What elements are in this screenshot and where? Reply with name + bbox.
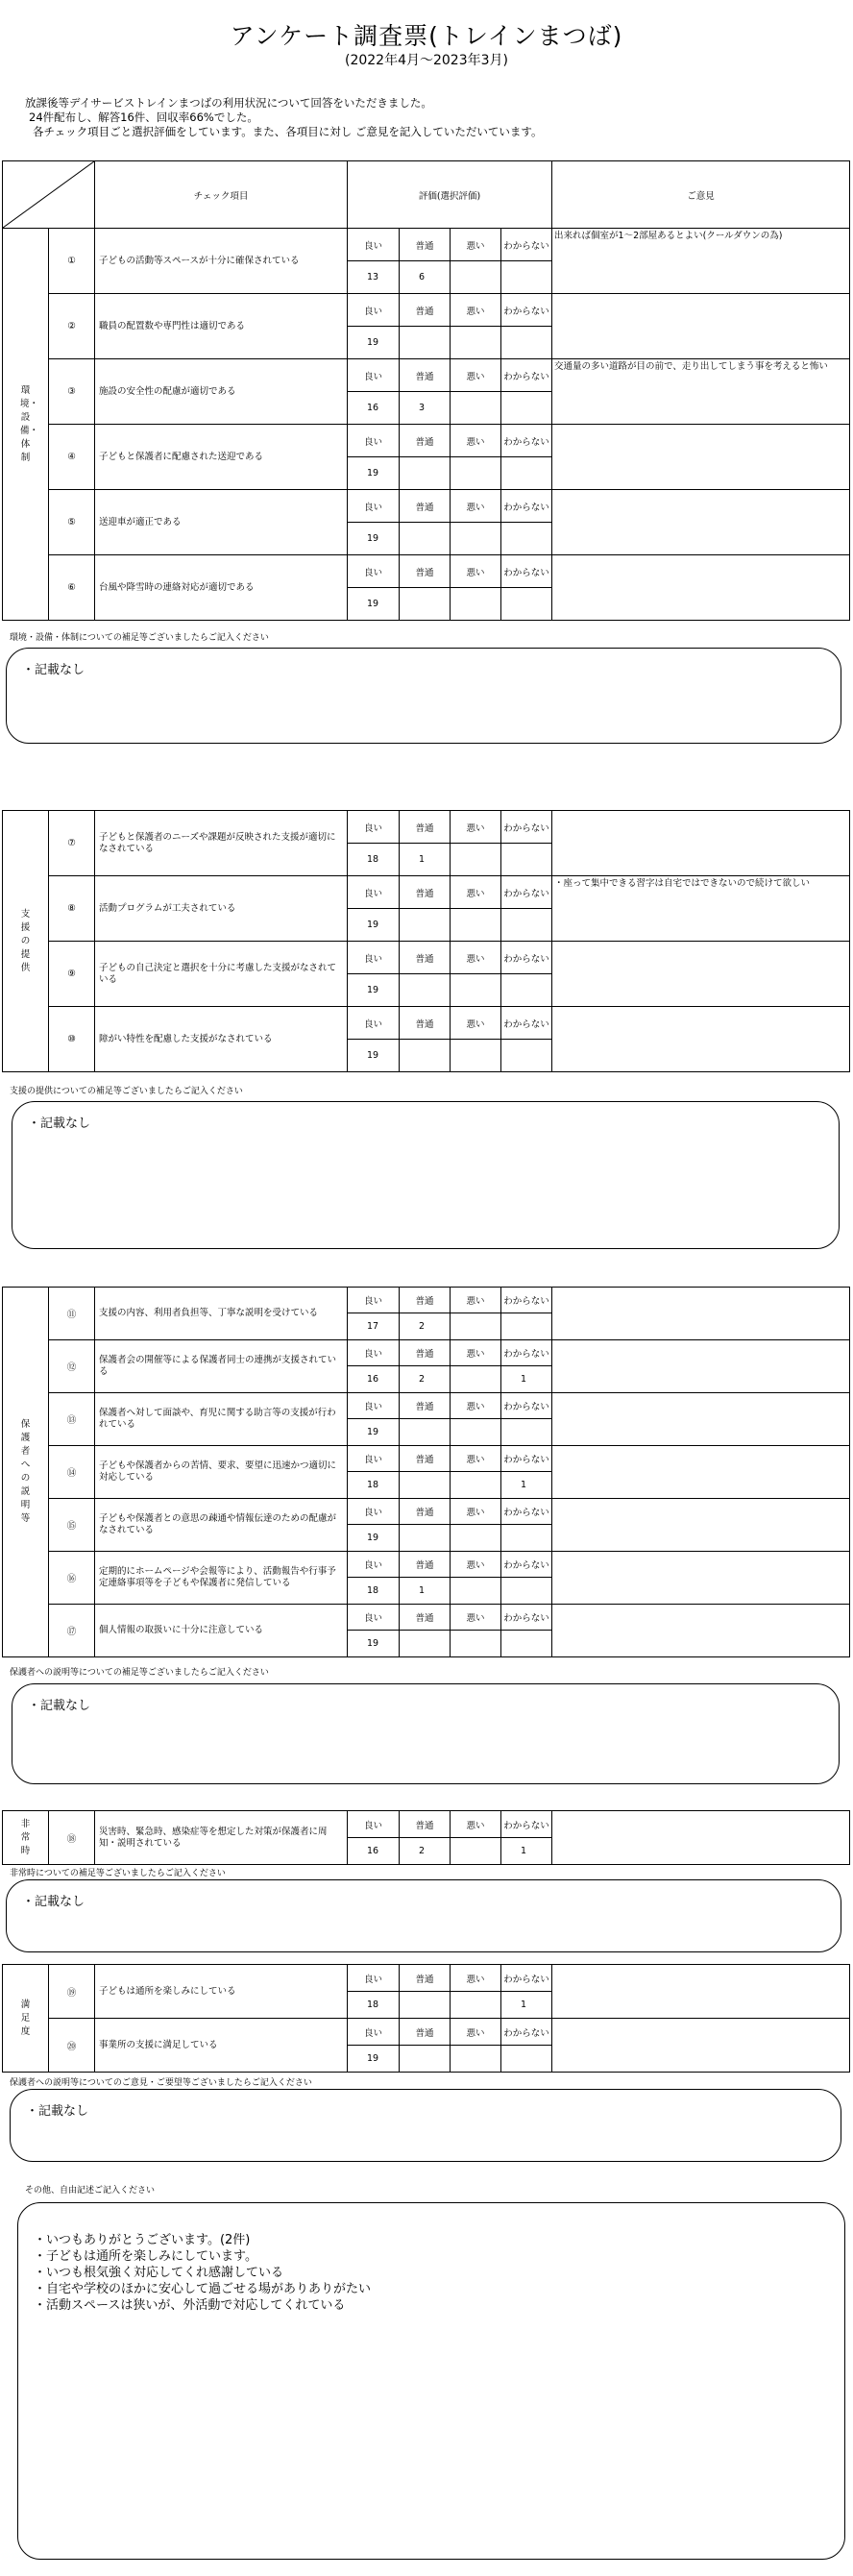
item-number: ⑤ — [49, 490, 95, 555]
opinion-cell — [552, 425, 850, 490]
rating-count: 19 — [348, 909, 400, 942]
header-opinion: ご意見 — [552, 161, 850, 229]
rating-count — [501, 844, 552, 876]
rating-label: 良い — [348, 229, 400, 261]
table-row — [3, 1393, 850, 1419]
rating-label: 普通 — [400, 1340, 451, 1366]
rating-label: わからない — [501, 811, 552, 844]
rating-label: 悪い — [451, 942, 501, 974]
table-row — [3, 490, 850, 523]
rating-count: 16 — [348, 1838, 400, 1865]
rating-count: 18 — [348, 1472, 400, 1499]
free-comment-line: ・活動スペースは狭いが、外活動で対応してくれている — [34, 2298, 346, 2313]
intro-line: 各チェック項目ごと選択評価をしています。また、各項目に対し ご意見を記入していただいています。 — [33, 125, 543, 138]
rating-count: 6 — [400, 261, 451, 294]
check-item-text: 災害時、緊急時、感染症等を想定した対策が保護者に周知・説明されている — [95, 1811, 348, 1865]
rating-label: 普通 — [400, 359, 451, 392]
rating-label: 悪い — [451, 1340, 501, 1366]
check-item-text: 子どもは通所を楽しみにしている — [95, 1965, 348, 2019]
item-number: ⑭ — [49, 1446, 95, 1499]
rating-label: 普通 — [400, 490, 451, 523]
item-number: ⑲ — [49, 1965, 95, 2019]
rating-count — [451, 1525, 501, 1552]
rating-count — [501, 909, 552, 942]
opinion-cell — [552, 1552, 850, 1605]
note-text: ・記載なし — [26, 2104, 89, 2119]
opinion-cell — [552, 490, 850, 555]
rating-label: わからない — [501, 555, 552, 588]
survey-table — [2, 1287, 850, 1657]
rating-label: 普通 — [400, 229, 451, 261]
rating-count: 1 — [400, 844, 451, 876]
rating-label: わからない — [501, 1499, 552, 1525]
opinion-cell — [552, 555, 850, 621]
rating-count — [451, 1578, 501, 1605]
rating-label: 悪い — [451, 2019, 501, 2046]
rating-count — [501, 392, 552, 425]
rating-count — [501, 2046, 552, 2073]
header-diagonal-cell — [3, 161, 95, 229]
section-note-box — [10, 2089, 841, 2162]
table-header-row — [3, 161, 850, 229]
rating-label: わからない — [501, 1288, 552, 1313]
rating-label: 悪い — [451, 1446, 501, 1472]
rating-label: 普通 — [400, 1499, 451, 1525]
rating-label: 普通 — [400, 1605, 451, 1631]
rating-label: 良い — [348, 294, 400, 327]
opinion-cell — [552, 942, 850, 1007]
rating-count: 2 — [400, 1838, 451, 1865]
rating-count — [451, 1313, 501, 1340]
header-check-item: チェック項目 — [95, 161, 348, 229]
rating-count — [501, 1578, 552, 1605]
rating-label: わからない — [501, 1811, 552, 1838]
rating-label: 悪い — [451, 490, 501, 523]
table-row — [3, 1446, 850, 1472]
opinion-cell — [552, 1007, 850, 1072]
opinion-cell — [552, 1965, 850, 2019]
rating-label: わからない — [501, 359, 552, 392]
table-row — [3, 876, 850, 909]
rating-count: 19 — [348, 327, 400, 359]
rating-count — [501, 1040, 552, 1072]
check-item-text: 子どもや保護者との意思の疎通や情報伝達のための配慮がなされている — [95, 1499, 348, 1552]
rating-count: 19 — [348, 1631, 400, 1657]
table-row — [3, 1007, 850, 1040]
category-label: 非常時 — [20, 1818, 31, 1856]
rating-count: 19 — [348, 523, 400, 555]
rating-count: 19 — [348, 1525, 400, 1552]
table-row — [3, 1552, 850, 1578]
rating-count — [400, 327, 451, 359]
rating-count: 1 — [501, 1992, 552, 2019]
check-item-text: 台風や降雪時の連絡対応が適切である — [95, 555, 348, 621]
note-text: ・記載なし — [28, 1699, 91, 1713]
category-cell — [3, 1288, 49, 1657]
section-note-label: 環境・設備・体制についての補足等ございましたらご記入ください — [10, 633, 269, 643]
rating-label: 普通 — [400, 942, 451, 974]
rating-count: 16 — [348, 392, 400, 425]
rating-label: 悪い — [451, 811, 501, 844]
section-note-box — [6, 648, 841, 744]
item-number: ⑧ — [49, 876, 95, 942]
rating-label: 悪い — [451, 359, 501, 392]
opinion-cell — [552, 294, 850, 359]
rating-label: わからない — [501, 1446, 552, 1472]
rating-count — [501, 457, 552, 490]
table-row — [3, 359, 850, 392]
item-number: ⑱ — [49, 1811, 95, 1865]
intro-line: 放課後等デイサービストレインまつばの利用状況について回答をいただきました。 — [25, 96, 432, 110]
rating-count — [451, 1992, 501, 2019]
rating-label: 普通 — [400, 1393, 451, 1419]
rating-label: 良い — [348, 1605, 400, 1631]
table-row — [3, 1811, 850, 1838]
rating-count — [501, 261, 552, 294]
rating-label: 悪い — [451, 1499, 501, 1525]
free-comment-label: その他、自由記述ご記入ください — [25, 2186, 156, 2196]
rating-label: 良い — [348, 1811, 400, 1838]
table-row — [3, 229, 850, 261]
free-comment-line: ・いつも根気強く対応してくれ感謝している — [34, 2266, 284, 2280]
rating-count: 19 — [348, 1419, 400, 1446]
table-row — [3, 1288, 850, 1313]
rating-label: 悪い — [451, 425, 501, 457]
table-row — [3, 1605, 850, 1631]
rating-label: 良い — [348, 1340, 400, 1366]
section-note-box — [12, 1101, 840, 1249]
rating-count — [400, 974, 451, 1007]
rating-label: 悪い — [451, 555, 501, 588]
rating-label: 悪い — [451, 1811, 501, 1838]
rating-count: 1 — [501, 1838, 552, 1865]
rating-count: 1 — [501, 1472, 552, 1499]
item-number: ⑬ — [49, 1393, 95, 1446]
table-row — [3, 1499, 850, 1525]
item-number: ⑳ — [49, 2019, 95, 2073]
rating-count — [400, 1631, 451, 1657]
table-row — [3, 555, 850, 588]
opinion-cell: ・座って集中できる習字は自宅ではできないので続けて欲しい — [552, 876, 850, 942]
rating-label: 普通 — [400, 2019, 451, 2046]
rating-count — [400, 909, 451, 942]
rating-label: 悪い — [451, 1965, 501, 1992]
check-item-text: 子どもや保護者からの苦情、要求、要望に迅速かつ適切に対応している — [95, 1446, 348, 1499]
check-item-text: 送迎車が適正である — [95, 490, 348, 555]
opinion-cell — [552, 1393, 850, 1446]
rating-count — [400, 1525, 451, 1552]
opinion-cell — [552, 1446, 850, 1499]
header-rating: 評価(選択評価) — [348, 161, 552, 229]
rating-count — [501, 523, 552, 555]
free-comment-line: ・自宅や学校のほかに安心して過ごせる場がありありがたい — [34, 2282, 372, 2296]
section-note-box — [6, 1879, 841, 1952]
note-text: ・記載なし — [22, 1895, 85, 1909]
rating-label: 良い — [348, 1552, 400, 1578]
rating-count: 18 — [348, 844, 400, 876]
section-note-box — [12, 1683, 840, 1784]
free-comment-line: ・いつもありがとうございます。(2件) — [34, 2233, 251, 2247]
opinion-cell — [552, 1340, 850, 1393]
note-text: ・記載なし — [28, 1116, 91, 1131]
rating-count — [451, 1838, 501, 1865]
rating-count — [451, 327, 501, 359]
rating-label: 普通 — [400, 811, 451, 844]
rating-label: 悪い — [451, 876, 501, 909]
check-item-text: 事業所の支援に満足している — [95, 2019, 348, 2073]
category-cell — [3, 1965, 49, 2073]
rating-label: 悪い — [451, 1007, 501, 1040]
rating-count: 2 — [400, 1366, 451, 1393]
category-cell — [3, 811, 49, 1072]
rating-count — [400, 1419, 451, 1446]
item-number: ⑪ — [49, 1288, 95, 1340]
rating-label: 良い — [348, 1393, 400, 1419]
rating-count — [501, 1525, 552, 1552]
rating-label: わからない — [501, 294, 552, 327]
rating-label: 良い — [348, 1007, 400, 1040]
rating-count — [400, 1992, 451, 2019]
rating-count — [451, 909, 501, 942]
rating-count — [501, 1419, 552, 1446]
rating-label: 良い — [348, 555, 400, 588]
category-label: 支援の提供 — [20, 908, 31, 973]
rating-label: 普通 — [400, 294, 451, 327]
category-cell — [3, 229, 49, 621]
rating-count: 1 — [501, 1366, 552, 1393]
rating-count: 3 — [400, 392, 451, 425]
check-item-text: 施設の安全性の配慮が適切である — [95, 359, 348, 425]
item-number: ④ — [49, 425, 95, 490]
opinion-cell — [552, 1605, 850, 1657]
survey-table — [2, 810, 850, 1072]
rating-count — [501, 1313, 552, 1340]
rating-label: 良い — [348, 1965, 400, 1992]
free-comment-box — [17, 2202, 845, 2560]
rating-label: 悪い — [451, 1288, 501, 1313]
survey-table — [2, 160, 850, 621]
table-row — [3, 2019, 850, 2046]
rating-label: わからない — [501, 1605, 552, 1631]
rating-count — [400, 1040, 451, 1072]
rating-count — [451, 392, 501, 425]
item-number: ⑮ — [49, 1499, 95, 1552]
rating-label: 良い — [348, 425, 400, 457]
category-label: 満足度 — [20, 1999, 31, 2037]
table-row — [3, 1965, 850, 1992]
table-row — [3, 294, 850, 327]
rating-count: 19 — [348, 588, 400, 621]
check-item-text: 保護者へ対して面談や、育児に関する助言等の支援が行われている — [95, 1393, 348, 1446]
survey-table — [2, 1810, 850, 1865]
rating-count — [451, 523, 501, 555]
rating-count — [400, 2046, 451, 2073]
item-number: ⑯ — [49, 1552, 95, 1605]
rating-label: 普通 — [400, 425, 451, 457]
rating-label: 良い — [348, 1499, 400, 1525]
rating-label: 悪い — [451, 229, 501, 261]
category-label: 環境・設備・体制 — [20, 384, 39, 463]
rating-label: 悪い — [451, 294, 501, 327]
check-item-text: 保護者会の開催等による保護者同士の連携が支援されている — [95, 1340, 348, 1393]
rating-label: 良い — [348, 2019, 400, 2046]
rating-label: 良い — [348, 1288, 400, 1313]
rating-count — [451, 974, 501, 1007]
section-note-label: 支援の提供についての補足等ございましたらご記入ください — [10, 1087, 243, 1096]
opinion-cell — [552, 2019, 850, 2073]
check-item-text: 障がい特性を配慮した支援がなされている — [95, 1007, 348, 1072]
rating-label: 悪い — [451, 1605, 501, 1631]
rating-count — [400, 457, 451, 490]
rating-count — [451, 1419, 501, 1446]
survey-period: (2022年4月〜2023年3月) — [345, 53, 508, 68]
rating-label: 普通 — [400, 1811, 451, 1838]
item-number: ⑩ — [49, 1007, 95, 1072]
rating-label: 普通 — [400, 1552, 451, 1578]
rating-label: 良い — [348, 811, 400, 844]
table-row — [3, 942, 850, 974]
rating-label: 普通 — [400, 1965, 451, 1992]
check-item-text: 個人情報の取扱いに十分に注意している — [95, 1605, 348, 1657]
rating-label: 普通 — [400, 1288, 451, 1313]
item-number: ① — [49, 229, 95, 294]
rating-count — [501, 588, 552, 621]
opinion-cell — [552, 811, 850, 876]
item-number: ⑨ — [49, 942, 95, 1007]
rating-label: わからない — [501, 942, 552, 974]
rating-count — [501, 327, 552, 359]
rating-count: 17 — [348, 1313, 400, 1340]
rating-label: 普通 — [400, 876, 451, 909]
item-number: ⑥ — [49, 555, 95, 621]
rating-label: わからない — [501, 425, 552, 457]
rating-count — [451, 1366, 501, 1393]
rating-count: 2 — [400, 1313, 451, 1340]
rating-label: 悪い — [451, 1393, 501, 1419]
rating-label: 良い — [348, 1446, 400, 1472]
rating-label: わからない — [501, 1552, 552, 1578]
opinion-cell — [552, 1288, 850, 1340]
check-item-text: 子どもの自己決定と選択を十分に考慮した支援がなされている — [95, 942, 348, 1007]
check-item-text: 子どもと保護者に配慮された送迎である — [95, 425, 348, 490]
item-number: ⑫ — [49, 1340, 95, 1393]
category-label: 保護者への説明等 — [20, 1419, 31, 1524]
category-cell — [3, 1811, 49, 1865]
rating-label: わからない — [501, 1965, 552, 1992]
check-item-text: 定期的にホームページや会報等により、活動報告や行事予定連絡事項等を子どもや保護者に発信している — [95, 1552, 348, 1605]
rating-count: 18 — [348, 1992, 400, 2019]
item-number: ② — [49, 294, 95, 359]
rating-label: 普通 — [400, 555, 451, 588]
rating-count — [451, 261, 501, 294]
rating-count — [451, 588, 501, 621]
rating-label: 普通 — [400, 1007, 451, 1040]
check-item-text: 子どもと保護者のニーズや課題が反映された支援が適切になされている — [95, 811, 348, 876]
item-number: ③ — [49, 359, 95, 425]
rating-count: 19 — [348, 2046, 400, 2073]
intro-line: 24件配布し、解答16件、回収率66%でした。 — [29, 110, 258, 124]
note-text: ・記載なし — [22, 663, 85, 677]
rating-count — [451, 457, 501, 490]
table-row — [3, 811, 850, 844]
opinion-cell — [552, 1499, 850, 1552]
rating-label: 普通 — [400, 1446, 451, 1472]
rating-count — [451, 844, 501, 876]
section-note-label: 非常時についての補足等ございましたらご記入ください — [10, 1869, 226, 1878]
rating-label: 良い — [348, 876, 400, 909]
rating-count: 19 — [348, 457, 400, 490]
check-item-text: 活動プログラムが工夫されている — [95, 876, 348, 942]
survey-table — [2, 1964, 850, 2073]
rating-count — [451, 1472, 501, 1499]
rating-label: わからない — [501, 876, 552, 909]
rating-label: わからない — [501, 490, 552, 523]
section-note-label: 保護者への説明等についての補足等ございましたらご記入ください — [10, 1668, 269, 1678]
check-item-text: 子どもの活動等スペースが十分に確保されている — [95, 229, 348, 294]
rating-count — [451, 1040, 501, 1072]
item-number: ⑦ — [49, 811, 95, 876]
rating-count: 13 — [348, 261, 400, 294]
rating-count — [501, 1631, 552, 1657]
rating-count — [501, 974, 552, 1007]
rating-label: 良い — [348, 490, 400, 523]
opinion-cell: 出来れば個室が1〜2部屋あるとよい(クールダウンの為) — [552, 229, 850, 294]
check-item-text: 職員の配置数や専門性は適切である — [95, 294, 348, 359]
rating-count: 18 — [348, 1578, 400, 1605]
page-title: アンケート調査票(トレインまつば) — [230, 22, 623, 50]
rating-label: 良い — [348, 359, 400, 392]
free-comment-line: ・子どもは通所を楽しみにしています。 — [34, 2249, 257, 2264]
rating-label: わからない — [501, 1340, 552, 1366]
rating-count — [451, 2046, 501, 2073]
check-item-text: 支援の内容、利用者負担等、丁寧な説明を受けている — [95, 1288, 348, 1340]
rating-count — [400, 588, 451, 621]
table-row — [3, 425, 850, 457]
rating-label: 良い — [348, 942, 400, 974]
rating-label: わからない — [501, 2019, 552, 2046]
rating-count: 1 — [400, 1578, 451, 1605]
rating-count: 19 — [348, 974, 400, 1007]
rating-count — [400, 1472, 451, 1499]
rating-label: わからない — [501, 229, 552, 261]
rating-label: わからない — [501, 1007, 552, 1040]
rating-count — [451, 1631, 501, 1657]
rating-count: 16 — [348, 1366, 400, 1393]
item-number: ⑰ — [49, 1605, 95, 1657]
opinion-cell: 交通量の多い道路が目の前で、走り出してしまう事を考えると怖い — [552, 359, 850, 425]
section-note-label: 保護者への説明等についてのご意見・ご要望等ございましたらご記入ください — [10, 2078, 312, 2088]
rating-label: わからない — [501, 1393, 552, 1419]
table-row — [3, 1340, 850, 1366]
opinion-cell — [552, 1811, 850, 1865]
rating-label: 悪い — [451, 1552, 501, 1578]
rating-count — [400, 523, 451, 555]
rating-count: 19 — [348, 1040, 400, 1072]
